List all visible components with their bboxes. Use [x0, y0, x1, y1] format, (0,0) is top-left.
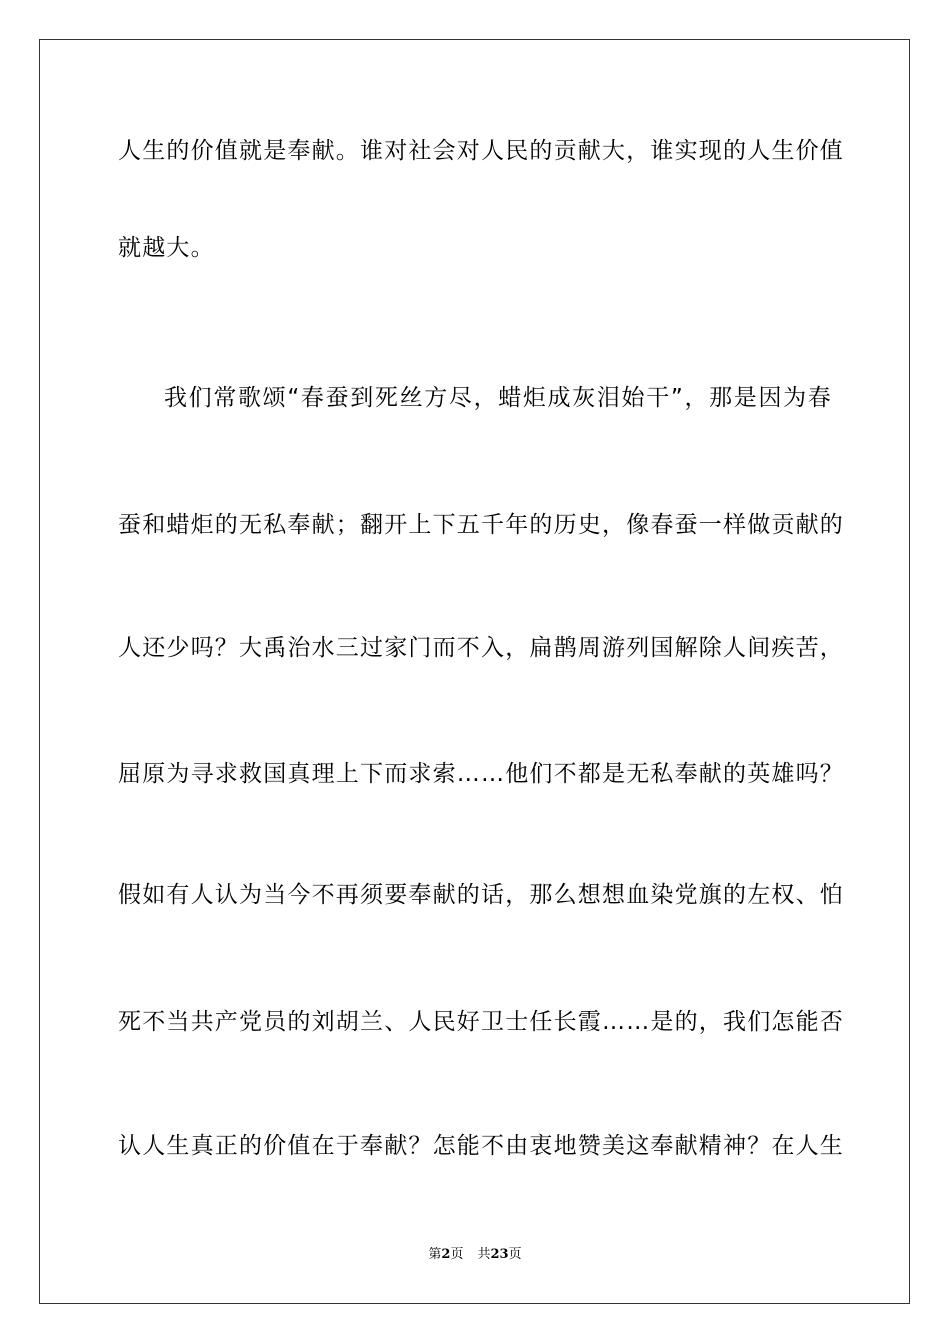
- page-frame: [39, 39, 910, 1304]
- total-suffix: 页: [508, 1247, 522, 1262]
- text-line-1: 人生的价值就是奉献。谁对社会对人民的贡献大，谁实现的人生价值: [118, 138, 844, 164]
- text-line-3: 我们常歌颂“春蚕到死丝方尽，蜡炬成灰泪始干”，那是因为春: [164, 385, 832, 411]
- page-suffix: 页: [450, 1247, 464, 1262]
- total-prefix: 共: [477, 1247, 491, 1262]
- text-line-4: 蚕和蜡炬的无私奉献；翻开上下五千年的历史，像春蚕一样做贡献的: [118, 512, 844, 538]
- page-footer: [0, 1246, 950, 1264]
- total-pages: 23: [490, 1247, 509, 1262]
- text-line-6: 屈原为寻求救国真理上下而求索……他们不都是无私奉献的英雄吗？: [118, 761, 844, 787]
- text-line-7: 假如有人认为当今不再须要奉献的话，那么想想血染党旗的左权、怕: [118, 882, 844, 908]
- page-prefix: 第: [428, 1247, 442, 1262]
- text-line-5: 人还少吗？大禹治水三过家门而不入，扁鹊周游列国解除人间疾苦，: [118, 635, 844, 661]
- text-line-8: 死不当共产党员的刘胡兰、人民好卫士任长霞……是的，我们怎能否: [118, 1009, 844, 1035]
- text-line-2: 就越大。: [118, 235, 215, 261]
- text-line-9: 认人生真正的价值在于奉献？怎能不由衷地赞美这奉献精神？在人生: [118, 1133, 844, 1159]
- page-number: 2: [441, 1247, 451, 1262]
